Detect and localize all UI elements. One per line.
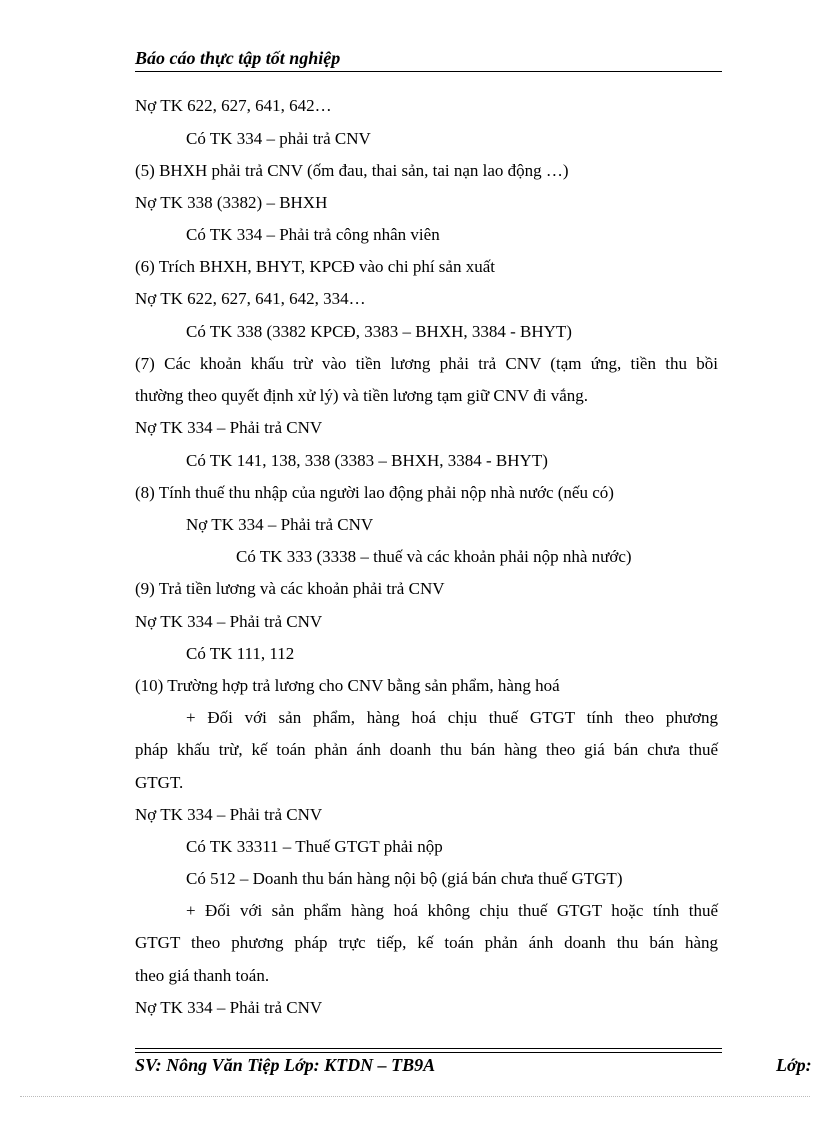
page-edge-divider	[20, 1096, 810, 1097]
page-header-title: Báo cáo thực tập tốt nghiệp	[135, 48, 341, 68]
body-line: theo giá thanh toán.	[135, 966, 270, 985]
body-line: Có TK 33311 – Thuế GTGT phải nộp	[186, 837, 443, 856]
body-line: (6) Trích BHXH, BHYT, KPCĐ vào chi phí sản xuất	[135, 257, 495, 276]
body-line: Có TK 334 – Phải trả công nhân viên	[186, 225, 440, 244]
body-line: + Đối với sản phẩm, hàng hoá chịu thuế GTGT tính theo phương	[186, 708, 718, 727]
body-line: GTGT theo phương pháp trực tiếp, kế toán phản ánh doanh thu bán hàng	[135, 933, 718, 952]
body-line: (5) BHXH phải trả CNV (ốm đau, thai sản, tai nạn lao động …)	[135, 161, 569, 180]
body-line: Có TK 334 – phải trả CNV	[186, 129, 371, 148]
body-line: Có 512 – Doanh thu bán hàng nội bộ (giá bán chưa thuế GTGT)	[186, 869, 623, 888]
body-line: Có TK 141, 138, 338 (3383 – BHXH, 3384 - BHYT)	[186, 451, 548, 470]
body-line: Nợ TK 334 – Phải trả CNV	[186, 515, 374, 534]
body-line: thường theo quyết định xử lý) và tiền lương tạm giữ CNV đi vắng.	[135, 386, 589, 405]
body-line: Nợ TK 334 – Phải trả CNV	[135, 418, 323, 437]
body-line: (10) Trường hợp trả lương cho CNV bằng sản phẩm, hàng hoá	[135, 676, 560, 695]
footer-student-info: SV: Nông Văn Tiệp Lớp: KTDN – TB9A	[135, 1055, 436, 1075]
body-line: pháp khấu trừ, kế toán phản ánh doanh thu bán hàng theo giá bán chưa thuế	[135, 740, 718, 759]
body-line: GTGT.	[135, 773, 184, 792]
footer-rule-bottom	[135, 1052, 722, 1053]
body-line: Nợ TK 334 – Phải trả CNV	[135, 805, 323, 824]
footer-rule-top	[135, 1048, 722, 1049]
header-rule	[135, 71, 722, 72]
body-line: Nợ TK 622, 627, 641, 642, 334…	[135, 289, 366, 308]
body-line: (8) Tính thuế thu nhập của người lao động phải nộp nhà nước (nếu có)	[135, 483, 614, 502]
body-line: (9) Trả tiền lương và các khoản phải trả CNV	[135, 579, 445, 598]
body-line: Có TK 338 (3382 KPCĐ, 3383 – BHXH, 3384 - BHYT)	[186, 322, 572, 341]
footer-class-label: Lớp:	[776, 1055, 812, 1075]
body-line: Nợ TK 338 (3382) – BHXH	[135, 193, 328, 212]
body-line: Nợ TK 622, 627, 641, 642…	[135, 96, 332, 115]
body-line: Nợ TK 334 – Phải trả CNV	[135, 612, 323, 631]
body-line: Có TK 111, 112	[186, 644, 295, 663]
body-line: (7) Các khoản khấu trừ vào tiền lương phải trả CNV (tạm ứng, tiền thu bồi	[135, 354, 718, 373]
body-line: Có TK 333 (3338 – thuế và các khoản phải nộp nhà nước)	[236, 547, 632, 566]
body-line: Nợ TK 334 – Phải trả CNV	[135, 998, 323, 1017]
body-line: + Đối với sản phẩm hàng hoá không chịu thuế GTGT hoặc tính thuế	[186, 901, 718, 920]
